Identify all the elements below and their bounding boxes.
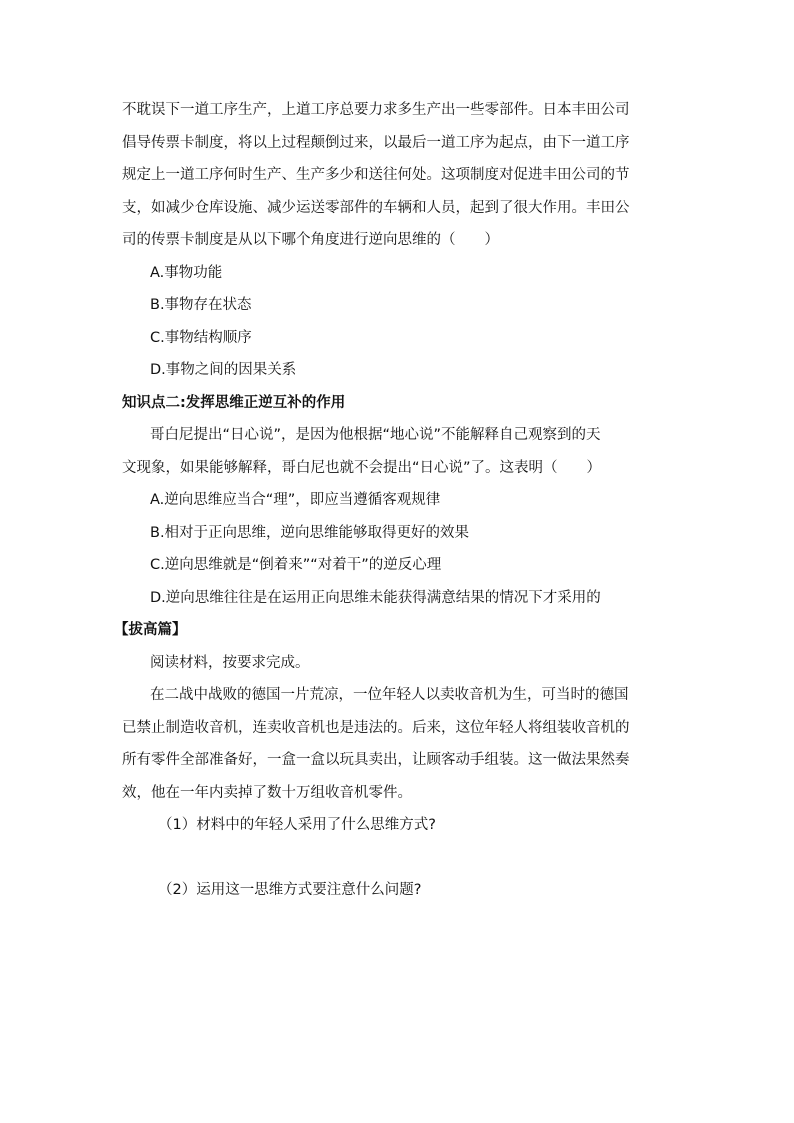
- question-passage: [122, 94, 674, 257]
- passage-line: 已禁止制造收音机，连卖收音机也是违法的。后来，这位年轻人将组装收音机的: [122, 719, 630, 736]
- option-c: C.事物结构顺序: [150, 329, 252, 346]
- passage-line: 规定上一道工序何时生产、生产多少和送往何处。这项制度对促进丰田公司的节: [122, 167, 630, 183]
- option-b: B.事物存在状态: [150, 297, 252, 313]
- option-d: D.逆向思维往往是在运用正向思维未能获得满意结果的情况下才采用的: [150, 589, 601, 606]
- option-a: A.逆向思维应当合“理”，即应当遵循客观规律: [150, 492, 441, 508]
- passage-line: 倡导传票卡制度，将以上过程颠倒过来，以最后一道工序为起点，由下一道工序: [122, 134, 630, 151]
- knowledge-point-heading: 知识点二:发挥思维正逆互补的作用: [122, 394, 346, 411]
- passage-line: 文现象，如果能够解释，哥白尼也就不会提出“日心说”了。这表明（ ）: [122, 459, 602, 476]
- answer-options: [122, 257, 674, 387]
- option-b: B.相对于正向思维，逆向思维能够取得更好的效果: [150, 524, 470, 541]
- passage-line: 所有零件全部准备好，一盒一盒以玩具卖出，让顾客动手组装。这一做法果然奏: [122, 752, 630, 768]
- answer-options: [122, 484, 674, 614]
- answer-space: [122, 842, 674, 875]
- passage-line: 支，如减少仓库设施、减少运送零部件的车辆和人员，起到了很大作用。丰田公: [122, 199, 630, 216]
- passage-line: 司的传票卡制度是从以下哪个角度进行逆向思维的（ ）: [122, 232, 499, 248]
- option-d: D.事物之间的因果关系: [150, 362, 297, 378]
- material-passage: [122, 679, 674, 809]
- document-page: [114, 94, 674, 907]
- question-passage: [122, 419, 674, 484]
- passage-line: 效，他在一年内卖掉了数十万组收音机零件。: [122, 784, 412, 801]
- option-a: A.事物功能: [150, 264, 223, 281]
- sub-question-2: （2）运用这一思维方式要注意什么问题?: [158, 882, 422, 898]
- passage-line: 哥白尼提出“日心说”，是因为他根据“地心说”不能解释自己观察到的天: [150, 427, 601, 443]
- section-heading: 【拔高篇】: [114, 622, 187, 638]
- passage-line: 在二战中战败的德国一片荒凉，一位年轻人以卖收音机为生，可当时的德国: [150, 687, 629, 703]
- instruction-text: 阅读材料，按要求完成。: [150, 654, 310, 671]
- sub-question-1: （1）材料中的年轻人采用了什么思维方式?: [158, 817, 436, 833]
- passage-line: 不耽误下一道工序生产，上道工序总要力求多生产出一些零部件。日本丰田公司: [122, 102, 630, 118]
- option-c: C.逆向思维就是“倒着来”“对着干”的逆反心理: [150, 557, 442, 573]
